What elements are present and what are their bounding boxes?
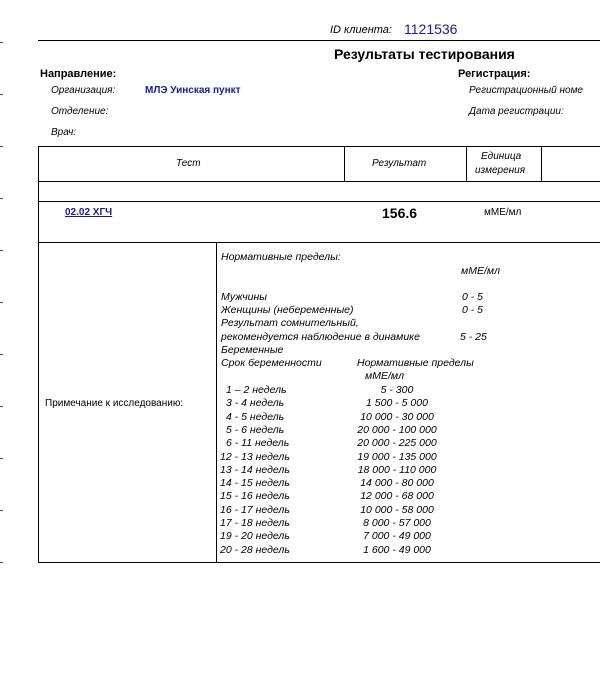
women-value: 0 - 5 — [462, 304, 484, 316]
pregnancy-term: 12 - 13 недель — [220, 450, 290, 463]
edge-mark — [0, 42, 3, 43]
pregnancy-range: 1 600 - 49 000 — [363, 543, 431, 556]
pregnancy-range: 8 000 - 57 000 — [363, 517, 431, 529]
direction-heading: Направление: — [40, 68, 117, 80]
test-link[interactable]: 02.02 ХГЧ — [65, 207, 113, 218]
doctor-label: Врач: — [51, 127, 77, 138]
result-value: 156.6 — [382, 205, 418, 221]
pregnancy-range: 12 000 - 68 000 — [360, 490, 434, 503]
col-divider — [344, 146, 345, 182]
edge-mark — [0, 146, 3, 147]
table-note-border — [38, 242, 600, 243]
pregnancy-term: 14 - 15 недель — [220, 477, 290, 490]
pregnancy-term: 5 - 6 недель — [226, 423, 285, 436]
pregnancy-range: 1 500 - 5 000 — [366, 397, 428, 410]
term-header: Срок беременности — [221, 357, 322, 369]
pregnancy-term: 16 - 17 недель — [220, 503, 290, 516]
pregnancy-range: 10 000 - 30 000 — [360, 410, 434, 423]
note-divider — [216, 242, 217, 563]
pregnancy-range: 20 000 - 100 000 — [357, 423, 437, 436]
edge-mark — [0, 510, 3, 511]
client-id-value: 1121536 — [404, 21, 458, 37]
norm-header: Нормативные пределы — [357, 357, 474, 369]
doubtful-value: 5 - 25 — [460, 331, 487, 343]
pregnancy-term: 20 - 28 недель — [220, 543, 290, 556]
col-divider — [541, 146, 542, 182]
table-top-border — [38, 146, 600, 147]
table-bottom-border — [38, 562, 600, 563]
pregnant-label: Беременные — [221, 344, 284, 356]
pregnancy-term: 3 - 4 недель — [226, 397, 285, 410]
edge-mark — [0, 94, 3, 95]
edge-mark — [0, 406, 3, 407]
norm-unit: мМЕ/мл — [365, 370, 404, 382]
registration-date-label: Дата регистрации: — [469, 106, 564, 117]
reference-unit: мМЕ/мл — [461, 265, 500, 277]
pregnancy-term: 17 - 18 недель — [220, 517, 290, 529]
edge-mark — [0, 562, 3, 563]
pregnancy-term: 15 - 16 недель — [220, 490, 290, 503]
note-label: Примечание к исследованию: — [45, 398, 184, 409]
pregnancy-term: 13 - 14 недель — [220, 463, 290, 476]
women-label: Женщины (небеременные) — [221, 304, 354, 316]
edge-mark — [0, 354, 3, 355]
reference-title: Нормативные пределы: — [221, 251, 341, 263]
client-id-label: ID клиента: — [330, 24, 392, 36]
organization-label: Организация: — [51, 85, 116, 96]
pregnancy-range: 10 000 - 58 000 — [360, 503, 434, 516]
pregnancy-term: 6 - 11 недель — [226, 437, 290, 450]
pregnancy-term: 19 - 20 недель — [220, 530, 290, 543]
col-header-unit-line1: Единица — [481, 151, 522, 162]
unit-value: мМЕ/мл — [484, 207, 522, 218]
registration-number-label: Регистрационный номе — [469, 85, 583, 96]
pregnancy-range: 5 - 300 — [380, 384, 414, 396]
pregnancy-range: 18 000 - 110 000 — [357, 463, 437, 476]
col-header-unit-line2: измерения — [475, 165, 526, 176]
pregnancy-range: 19 000 - 135 000 — [357, 450, 437, 463]
pregnancy-range: 20 000 - 225 000 — [357, 437, 437, 450]
pregnancy-range: 14 000 - 80 000 — [360, 477, 434, 490]
department-label: Отделение: — [51, 106, 109, 117]
men-value: 0 - 5 — [462, 291, 484, 303]
table-left-border — [38, 146, 39, 563]
page-title: Результаты тестирования — [334, 46, 515, 62]
doubtful-line1: Результат сомнительный, — [221, 317, 359, 329]
col-header-test: Тест — [176, 158, 201, 169]
table-header-border — [38, 181, 600, 182]
pregnancy-term: 4 - 5 недель — [226, 410, 285, 423]
edge-mark — [0, 458, 3, 459]
men-label: Мужчины — [221, 291, 268, 303]
header-divider — [38, 40, 600, 41]
edge-mark — [0, 250, 3, 251]
registration-heading: Регистрация: — [458, 68, 531, 80]
doubtful-line2: рекомендуется наблюдение в динамике — [221, 331, 420, 343]
col-divider — [466, 146, 467, 182]
pregnancy-range: 7 000 - 49 000 — [363, 530, 431, 543]
table-row-border — [38, 201, 600, 202]
edge-mark — [0, 302, 3, 303]
organization-value: МЛЭ Уинская пункт — [145, 85, 241, 96]
pregnancy-term: 1 – 2 недель — [226, 384, 287, 396]
edge-mark — [0, 198, 3, 199]
col-header-result: Результат — [372, 158, 427, 169]
